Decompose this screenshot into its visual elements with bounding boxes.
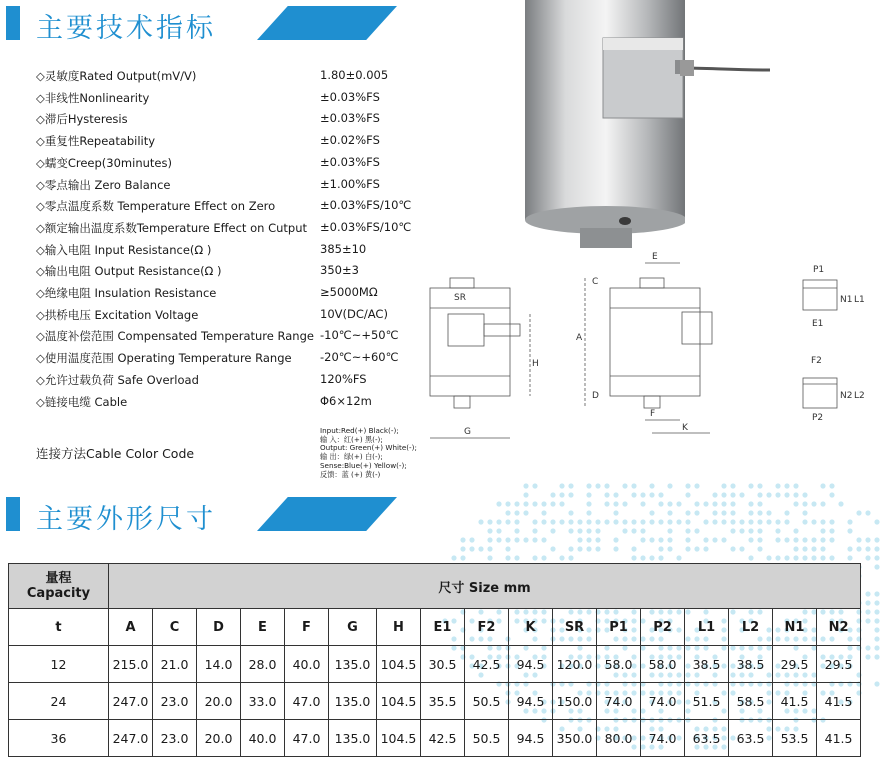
spec-label: ◇滞后Hysteresis	[36, 112, 128, 127]
dim-c: C	[592, 277, 599, 287]
column-header: C	[153, 609, 197, 646]
size-header: 尺寸 Size mm	[109, 564, 861, 609]
table-cell: 21.0	[153, 646, 197, 683]
spec-label: ◇输出电阻 Output Resistance(Ω )	[36, 264, 222, 279]
table-cell: 74.0	[597, 683, 641, 720]
dim-n1: N1	[840, 295, 853, 305]
spec-value: ±1.00%FS	[320, 176, 380, 191]
spec-value: ±0.03%FS/10℃	[320, 198, 412, 213]
spec-label: ◇额定输出温度系数Temperature Effect on Cutput	[36, 220, 308, 235]
table-cell: 80.0	[597, 720, 641, 757]
spec-value: 1.80±0.005	[320, 68, 389, 82]
dim-g: G	[464, 427, 471, 437]
table-cell: 40.0	[285, 646, 329, 683]
dim-h: H	[532, 359, 539, 369]
column-header: L1	[685, 609, 729, 646]
table-cell: 58.0	[641, 646, 685, 683]
column-header: K	[509, 609, 553, 646]
table-cell: 94.5	[509, 646, 553, 683]
dim-k: K	[682, 423, 688, 433]
table-cell: 30.5	[421, 646, 465, 683]
spec-value: ±0.02%FS	[320, 133, 380, 148]
table-cell: 247.0	[109, 720, 153, 757]
table-cell: 150.0	[553, 683, 597, 720]
column-header: E1	[421, 609, 465, 646]
table-cell: 20.0	[197, 720, 241, 757]
spec-label: ◇零点温度系数 Temperature Effect on Zero	[36, 199, 276, 214]
capacity-header: 量程 Capacity	[9, 564, 109, 609]
table-cell: 38.5	[685, 646, 729, 683]
spec-value: -10℃~+50℃	[320, 328, 399, 343]
cable-photo	[680, 50, 780, 90]
dimension-drawing	[420, 248, 887, 448]
table-cell: 104.5	[377, 720, 421, 757]
spec-value: ±0.03%FS	[320, 111, 380, 126]
table-cell: 12	[9, 646, 109, 683]
table-cell: 40.0	[241, 720, 285, 757]
table-cell: 350.0	[553, 720, 597, 757]
column-header: N2	[817, 609, 861, 646]
column-header-row	[9, 609, 861, 646]
spec-label: ◇非线性Nonlinearity	[36, 90, 150, 105]
table-cell: 58.0	[597, 646, 641, 683]
spec-label: ◇温度补偿范围 Compensated Temperature Range	[36, 329, 314, 344]
table-cell: 215.0	[109, 646, 153, 683]
column-header: SR	[553, 609, 597, 646]
cable-color-label: 连接方法Cable Color Code	[36, 446, 195, 461]
table-cell: 42.5	[465, 646, 509, 683]
column-header: G	[329, 609, 377, 646]
table-cell: 104.5	[377, 646, 421, 683]
column-header: H	[377, 609, 421, 646]
dim-n2: N2	[840, 391, 853, 401]
dim-a: A	[576, 333, 583, 343]
size-table	[8, 563, 861, 757]
dim-f: F	[650, 409, 656, 419]
load-cell-photo	[525, 0, 685, 250]
section-marker	[6, 497, 20, 531]
table-cell: 47.0	[285, 720, 329, 757]
spec-value: ±0.03%FS	[320, 89, 380, 104]
spec-value: 385±10	[320, 241, 367, 256]
spec-label: ◇蠕变Creep(30minutes)	[36, 155, 172, 170]
table-cell: 29.5	[773, 646, 817, 683]
dim-l2: L2	[854, 391, 865, 401]
table-row	[9, 683, 861, 720]
table-cell: 74.0	[641, 683, 685, 720]
section-title-dimensions: 主要外形尺寸	[36, 504, 216, 535]
cable-color-note: Input:Red(+) Black(-); 输 入：红(+) 黑(-); Output: Green(+) White(-); 输 出：绿(+) 白(-); Sense:Blue(+) Yellow(-); 反馈：蓝 (+) 黄(-)	[320, 426, 417, 479]
table-cell: 14.0	[197, 646, 241, 683]
table-cell: 23.0	[153, 683, 197, 720]
spec-value: ±0.03%FS/10℃	[320, 219, 412, 234]
spec-label: ◇使用温度范围 Operating Temperature Range	[36, 351, 292, 366]
spec-value: Φ6×12m	[320, 393, 372, 408]
table-cell: 41.5	[817, 683, 861, 720]
section-marker	[6, 6, 20, 40]
column-header: E	[241, 609, 285, 646]
spec-label: ◇绝缘电阻 Insulation Resistance	[36, 286, 217, 300]
table-cell: 104.5	[377, 683, 421, 720]
table-cell: 42.5	[421, 720, 465, 757]
dim-p2: P2	[812, 413, 824, 423]
spec-label: ◇输入电阻 Input Resistance(Ω )	[36, 242, 212, 257]
column-header: t	[9, 609, 109, 646]
section-title-specs: 主要技术指标	[36, 13, 216, 44]
table-cell: 247.0	[109, 683, 153, 720]
table-cell: 24	[9, 683, 109, 720]
spec-label: ◇灵敏度Rated Output(mV/V)	[36, 69, 197, 83]
column-header: P1	[597, 609, 641, 646]
dim-p1: P1	[813, 265, 825, 275]
spec-label: ◇允许过载负荷 Safe Overload	[36, 372, 199, 387]
dim-f2: F2	[811, 356, 822, 366]
spec-label: ◇拱桥电压 Excitation Voltage	[36, 307, 199, 322]
section-header-slant	[257, 6, 397, 40]
spec-value: ≥5000MΩ	[320, 285, 378, 299]
table-row	[9, 646, 861, 683]
spec-value: 350±3	[320, 263, 359, 278]
table-cell: 38.5	[729, 646, 773, 683]
spec-label: ◇重复性Repeatability	[36, 134, 156, 149]
table-cell: 74.0	[641, 720, 685, 757]
table-cell: 36	[9, 720, 109, 757]
column-header: A	[109, 609, 153, 646]
table-cell: 135.0	[329, 683, 377, 720]
spec-value: ±0.03%FS	[320, 154, 380, 169]
section-header-slant	[257, 497, 397, 531]
table-cell: 51.5	[685, 683, 729, 720]
column-header: F2	[465, 609, 509, 646]
table-cell: 50.5	[465, 683, 509, 720]
spec-value: 120%FS	[320, 371, 367, 386]
column-header: P2	[641, 609, 685, 646]
table-cell: 120.0	[553, 646, 597, 683]
table-cell: 135.0	[329, 646, 377, 683]
table-cell: 28.0	[241, 646, 285, 683]
dim-e1: E1	[812, 319, 824, 329]
table-cell: 33.0	[241, 683, 285, 720]
spec-value: -20℃~+60℃	[320, 350, 399, 365]
table-cell: 63.5	[685, 720, 729, 757]
column-header: D	[197, 609, 241, 646]
spec-label: ◇零点输出 Zero Balance	[36, 177, 171, 192]
table-cell: 94.5	[509, 683, 553, 720]
dim-l1: L1	[854, 295, 865, 305]
table-cell: 41.5	[773, 683, 817, 720]
table-cell: 94.5	[509, 720, 553, 757]
table-cell: 53.5	[773, 720, 817, 757]
table-cell: 23.0	[153, 720, 197, 757]
table-cell: 135.0	[329, 720, 377, 757]
table-cell: 35.5	[421, 683, 465, 720]
column-header: N1	[773, 609, 817, 646]
table-cell: 41.5	[817, 720, 861, 757]
spec-value: 10V(DC/AC)	[320, 306, 388, 321]
dim-e: E	[652, 252, 658, 262]
table-cell: 50.5	[465, 720, 509, 757]
table-cell: 47.0	[285, 683, 329, 720]
table-cell: 63.5	[729, 720, 773, 757]
column-header: L2	[729, 609, 773, 646]
spec-label: ◇链接电缆 Cable	[36, 394, 128, 409]
table-cell: 29.5	[817, 646, 861, 683]
column-header: F	[285, 609, 329, 646]
dim-sr: SR	[454, 293, 466, 303]
table-cell: 20.0	[197, 683, 241, 720]
table-row	[9, 720, 861, 757]
table-cell: 58.5	[729, 683, 773, 720]
dim-d: D	[592, 391, 599, 401]
